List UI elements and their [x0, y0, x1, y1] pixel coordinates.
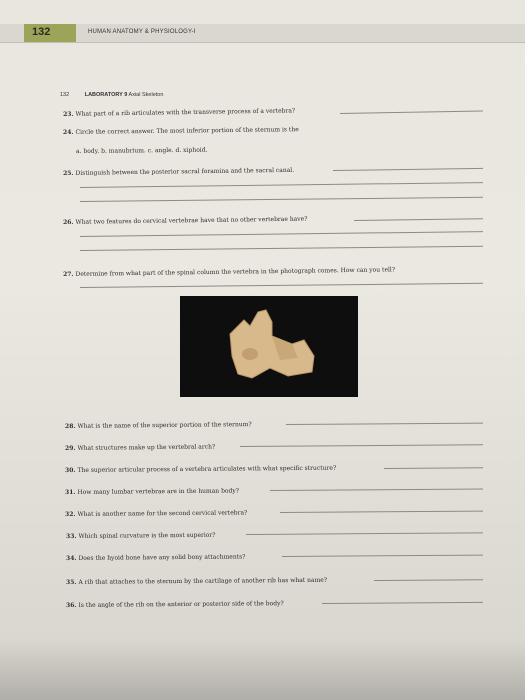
- section-label: Axial Skeleton: [128, 92, 164, 98]
- answer-line[interactable]: [270, 489, 483, 491]
- question-24: [63, 126, 299, 136]
- question-text: Which spinal curvature is the most superior?: [78, 531, 216, 540]
- answer-line[interactable]: [80, 246, 483, 251]
- question-30: [65, 465, 336, 474]
- question-29: [65, 443, 215, 452]
- answer-line[interactable]: [322, 602, 483, 604]
- answer-line[interactable]: [80, 231, 483, 237]
- question-number: 30.: [65, 466, 76, 474]
- question-number: 33.: [66, 532, 77, 540]
- question-text: The superior articular process of a vertebra articulates with what specific structure?: [77, 464, 337, 474]
- question-text: How many lumbar vertebrae are in the human body?: [77, 487, 240, 496]
- question-text: Determine from what part of the spinal column the vertebra in the photograph comes. How can you tell?: [75, 266, 396, 278]
- question-33: [66, 532, 216, 540]
- lab-label: LABORATORY 9: [84, 92, 128, 98]
- question-31: [65, 487, 239, 496]
- page-number-tab: [24, 24, 76, 42]
- question-text: What part of a rib articulates with the transverse process of a vertebra?: [75, 107, 296, 118]
- answer-line[interactable]: [280, 511, 483, 513]
- header-band: [0, 24, 525, 43]
- answer-line[interactable]: [282, 555, 483, 557]
- question-24-choices: [76, 147, 208, 155]
- question-number: 28.: [65, 422, 76, 430]
- vertebra-photograph: [180, 296, 358, 397]
- page-number: 132: [32, 26, 51, 38]
- question-text: What is another name for the second cervical vertebra?: [77, 509, 248, 518]
- question-26: [63, 216, 307, 226]
- question-text: What two features do cervical vertebrae have that no other vertebrae have?: [75, 215, 308, 226]
- inner-page-number: 132: [60, 92, 70, 98]
- question-number: 24.: [63, 128, 74, 136]
- question-text: Is the angle of the rib on the anterior or posterior side of the body?: [78, 600, 284, 609]
- question-25: [63, 167, 294, 177]
- question-text: Circle the correct answer. The most inferior portion of the sternum is the: [75, 126, 299, 136]
- question-34: [66, 553, 245, 562]
- vertebra-image: [180, 296, 358, 397]
- answer-line[interactable]: [80, 283, 483, 288]
- book-title: HUMAN ANATOMY & PHYSIOLOGY-I: [88, 29, 196, 35]
- question-number: 34.: [66, 554, 77, 562]
- answer-line[interactable]: [374, 579, 483, 581]
- answer-line[interactable]: [384, 467, 483, 469]
- answer-line[interactable]: [354, 218, 483, 221]
- vertebra-bone: [230, 310, 314, 378]
- lab-header: [60, 92, 163, 98]
- question-text: A rib that attaches to the sternum by the cartilage of another rib has what name?: [78, 576, 328, 586]
- answer-line[interactable]: [286, 423, 483, 425]
- question-23: [63, 107, 295, 118]
- answer-line[interactable]: [80, 197, 483, 202]
- answer-line[interactable]: [240, 444, 483, 447]
- question-number: 36.: [66, 601, 77, 609]
- question-number: 26.: [63, 218, 74, 226]
- question-number: 31.: [65, 488, 76, 496]
- vertebra-foramen-shading: [242, 348, 258, 360]
- question-number: 25.: [63, 169, 74, 177]
- question-number: 29.: [65, 444, 76, 452]
- answer-line[interactable]: [246, 532, 483, 535]
- page-shadow: [0, 640, 525, 700]
- question-text: What is the name of the superior portion of the sternum?: [77, 421, 252, 430]
- question-32: [65, 509, 247, 518]
- question-28: [65, 421, 252, 430]
- question-number: 27.: [63, 270, 74, 278]
- question-number: 32.: [65, 510, 76, 518]
- question-27: [63, 266, 395, 278]
- answer-choices: a. body. b. manubrium. c. angle. d. xiphoid.: [76, 146, 208, 155]
- question-number: 23.: [63, 110, 74, 118]
- answer-line[interactable]: [333, 168, 483, 171]
- answer-line[interactable]: [80, 182, 483, 188]
- question-number: 35.: [66, 578, 77, 586]
- question-text: What structures make up the vertebral arch?: [77, 443, 216, 452]
- question-text: Distinguish between the posterior sacral foramina and the sacral canal.: [75, 166, 295, 177]
- question-35: [66, 577, 327, 586]
- answer-line[interactable]: [340, 111, 483, 114]
- question-text: Does the hyoid bone have any solid bony attachments?: [78, 553, 246, 562]
- question-36: [66, 600, 284, 609]
